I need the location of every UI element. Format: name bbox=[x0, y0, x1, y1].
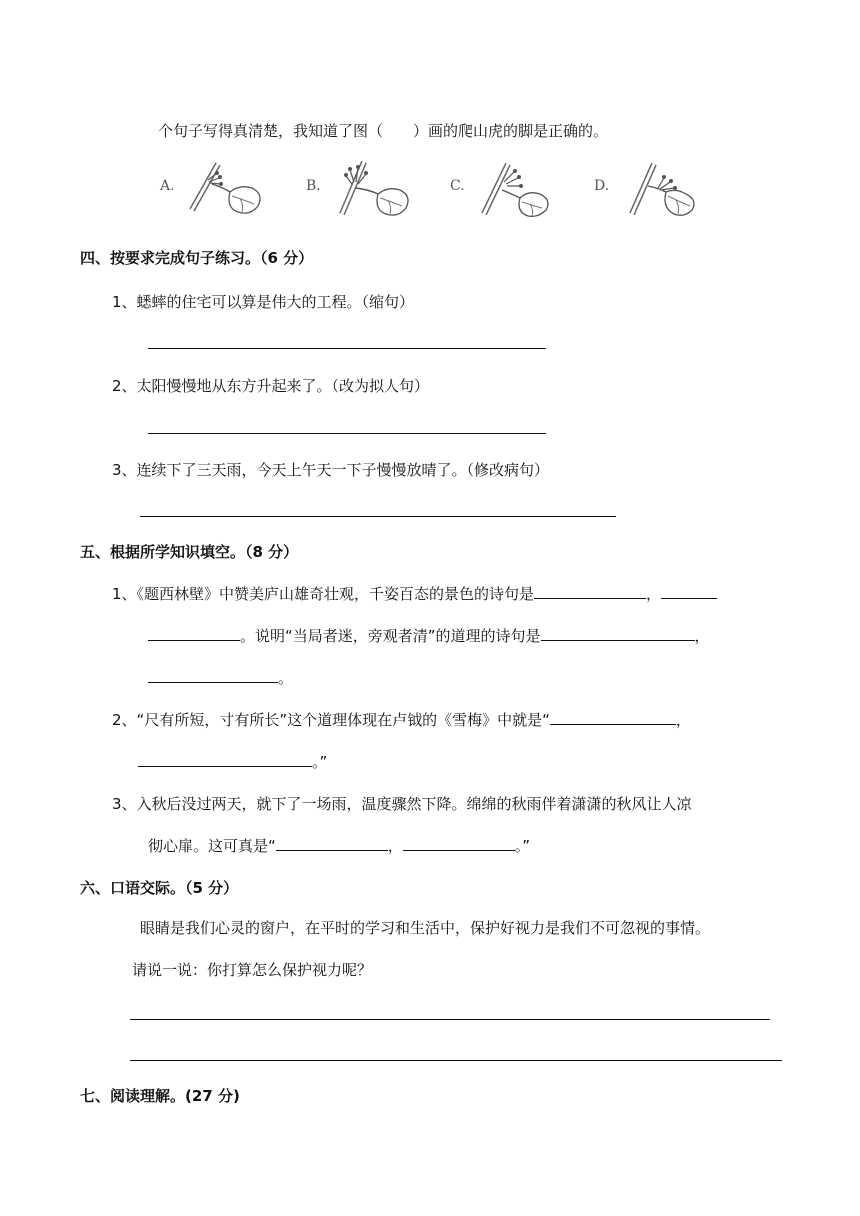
comma: ， bbox=[694, 627, 710, 645]
answer-line[interactable] bbox=[148, 348, 546, 349]
sec5-item-3-line-2 bbox=[148, 836, 530, 856]
fill-blank[interactable] bbox=[534, 584, 646, 599]
option-b-label: B. bbox=[306, 178, 321, 194]
sec5-item-1-text-b: 。说明“当局者迷，旁观者清”的道理的诗句是 bbox=[240, 627, 541, 645]
sec5-item-1-line-3 bbox=[148, 668, 293, 688]
fill-blank[interactable] bbox=[550, 710, 676, 725]
ivy-foot-a-icon bbox=[174, 158, 270, 220]
fill-blank[interactable] bbox=[661, 584, 717, 599]
sec5-item-3-text: 彻心扉。这可真是“ bbox=[148, 837, 276, 855]
fill-blank[interactable] bbox=[403, 836, 515, 851]
fill-blank[interactable] bbox=[148, 626, 240, 641]
quote-end: 。” bbox=[312, 753, 328, 771]
sec5-item-2-line-2 bbox=[138, 752, 327, 772]
option-b[interactable] bbox=[306, 158, 416, 220]
sec4-item-1: 1、蟋蟀的住宅可以算是伟大的工程。（缩句） bbox=[112, 293, 415, 311]
section-7-title: 七、阅读理解。(27 分) bbox=[80, 1087, 240, 1105]
sec6-paragraph-2: 请说一说：你打算怎么保护视力呢？ bbox=[132, 961, 373, 979]
section-5-title: 五、根据所学知识填空。（8 分） bbox=[80, 543, 299, 561]
option-a[interactable] bbox=[160, 158, 270, 220]
option-a-label: A. bbox=[160, 178, 175, 194]
fill-blank[interactable] bbox=[148, 668, 278, 683]
sec5-item-1-text: 1、《题西林壁》中赞美庐山雄奇壮观，千姿百态的景色的诗句是 bbox=[112, 585, 535, 603]
period: 。 bbox=[278, 669, 294, 687]
sec5-item-2-text: 2、“尺有所短，寸有所长”这个道理体现在卢钺的《雪梅》中就是“ bbox=[112, 711, 550, 729]
sec5-item-1-line-1 bbox=[112, 584, 717, 604]
sec4-item-3: 3、连续下了三天雨，今天上午天一下子慢慢放晴了。（修改病句） bbox=[112, 461, 550, 479]
sec4-item-2: 2、太阳慢慢地从东方升起来了。（改为拟人句） bbox=[112, 377, 430, 395]
comma: ， bbox=[675, 711, 691, 729]
comma: ， bbox=[387, 837, 403, 855]
fill-blank[interactable] bbox=[138, 752, 312, 767]
option-d-label: D. bbox=[594, 178, 610, 194]
section-4-title: 四、按要求完成句子练习。（6 分） bbox=[80, 249, 314, 267]
sec5-item-2-line-1 bbox=[112, 710, 691, 730]
option-c[interactable] bbox=[450, 158, 560, 220]
quote-end: 。” bbox=[514, 837, 531, 855]
sec5-item-3-line-1: 3、入秋后没过两天，就下了一场雨，温度骤然下降。绵绵的秋雨伴着潇潇的秋风让人凉 bbox=[112, 795, 692, 813]
answer-line[interactable] bbox=[140, 516, 616, 517]
answer-line[interactable] bbox=[130, 1019, 770, 1020]
question-sentence: 个句子写得真清楚，我知道了图（ ）画的爬山虎的脚是正确的。 bbox=[158, 122, 609, 140]
sec6-paragraph-1: 眼睛是我们心灵的窗户，在平时的学习和生活中，保护好视力是我们不可忽视的事情。 bbox=[140, 919, 711, 937]
option-d[interactable] bbox=[594, 158, 704, 220]
ivy-foot-d-icon bbox=[608, 158, 704, 220]
option-c-label: C. bbox=[450, 178, 465, 194]
sec5-item-1-line-2 bbox=[148, 626, 710, 646]
section-6-title: 六、口语交际。（5 分） bbox=[80, 879, 239, 897]
ivy-foot-c-icon bbox=[464, 158, 560, 220]
answer-line[interactable] bbox=[130, 1060, 782, 1061]
fill-blank[interactable] bbox=[541, 626, 695, 641]
fill-blank[interactable] bbox=[276, 836, 388, 851]
answer-line[interactable] bbox=[148, 433, 546, 434]
ivy-foot-b-icon bbox=[320, 158, 416, 220]
comma: ， bbox=[646, 585, 662, 603]
